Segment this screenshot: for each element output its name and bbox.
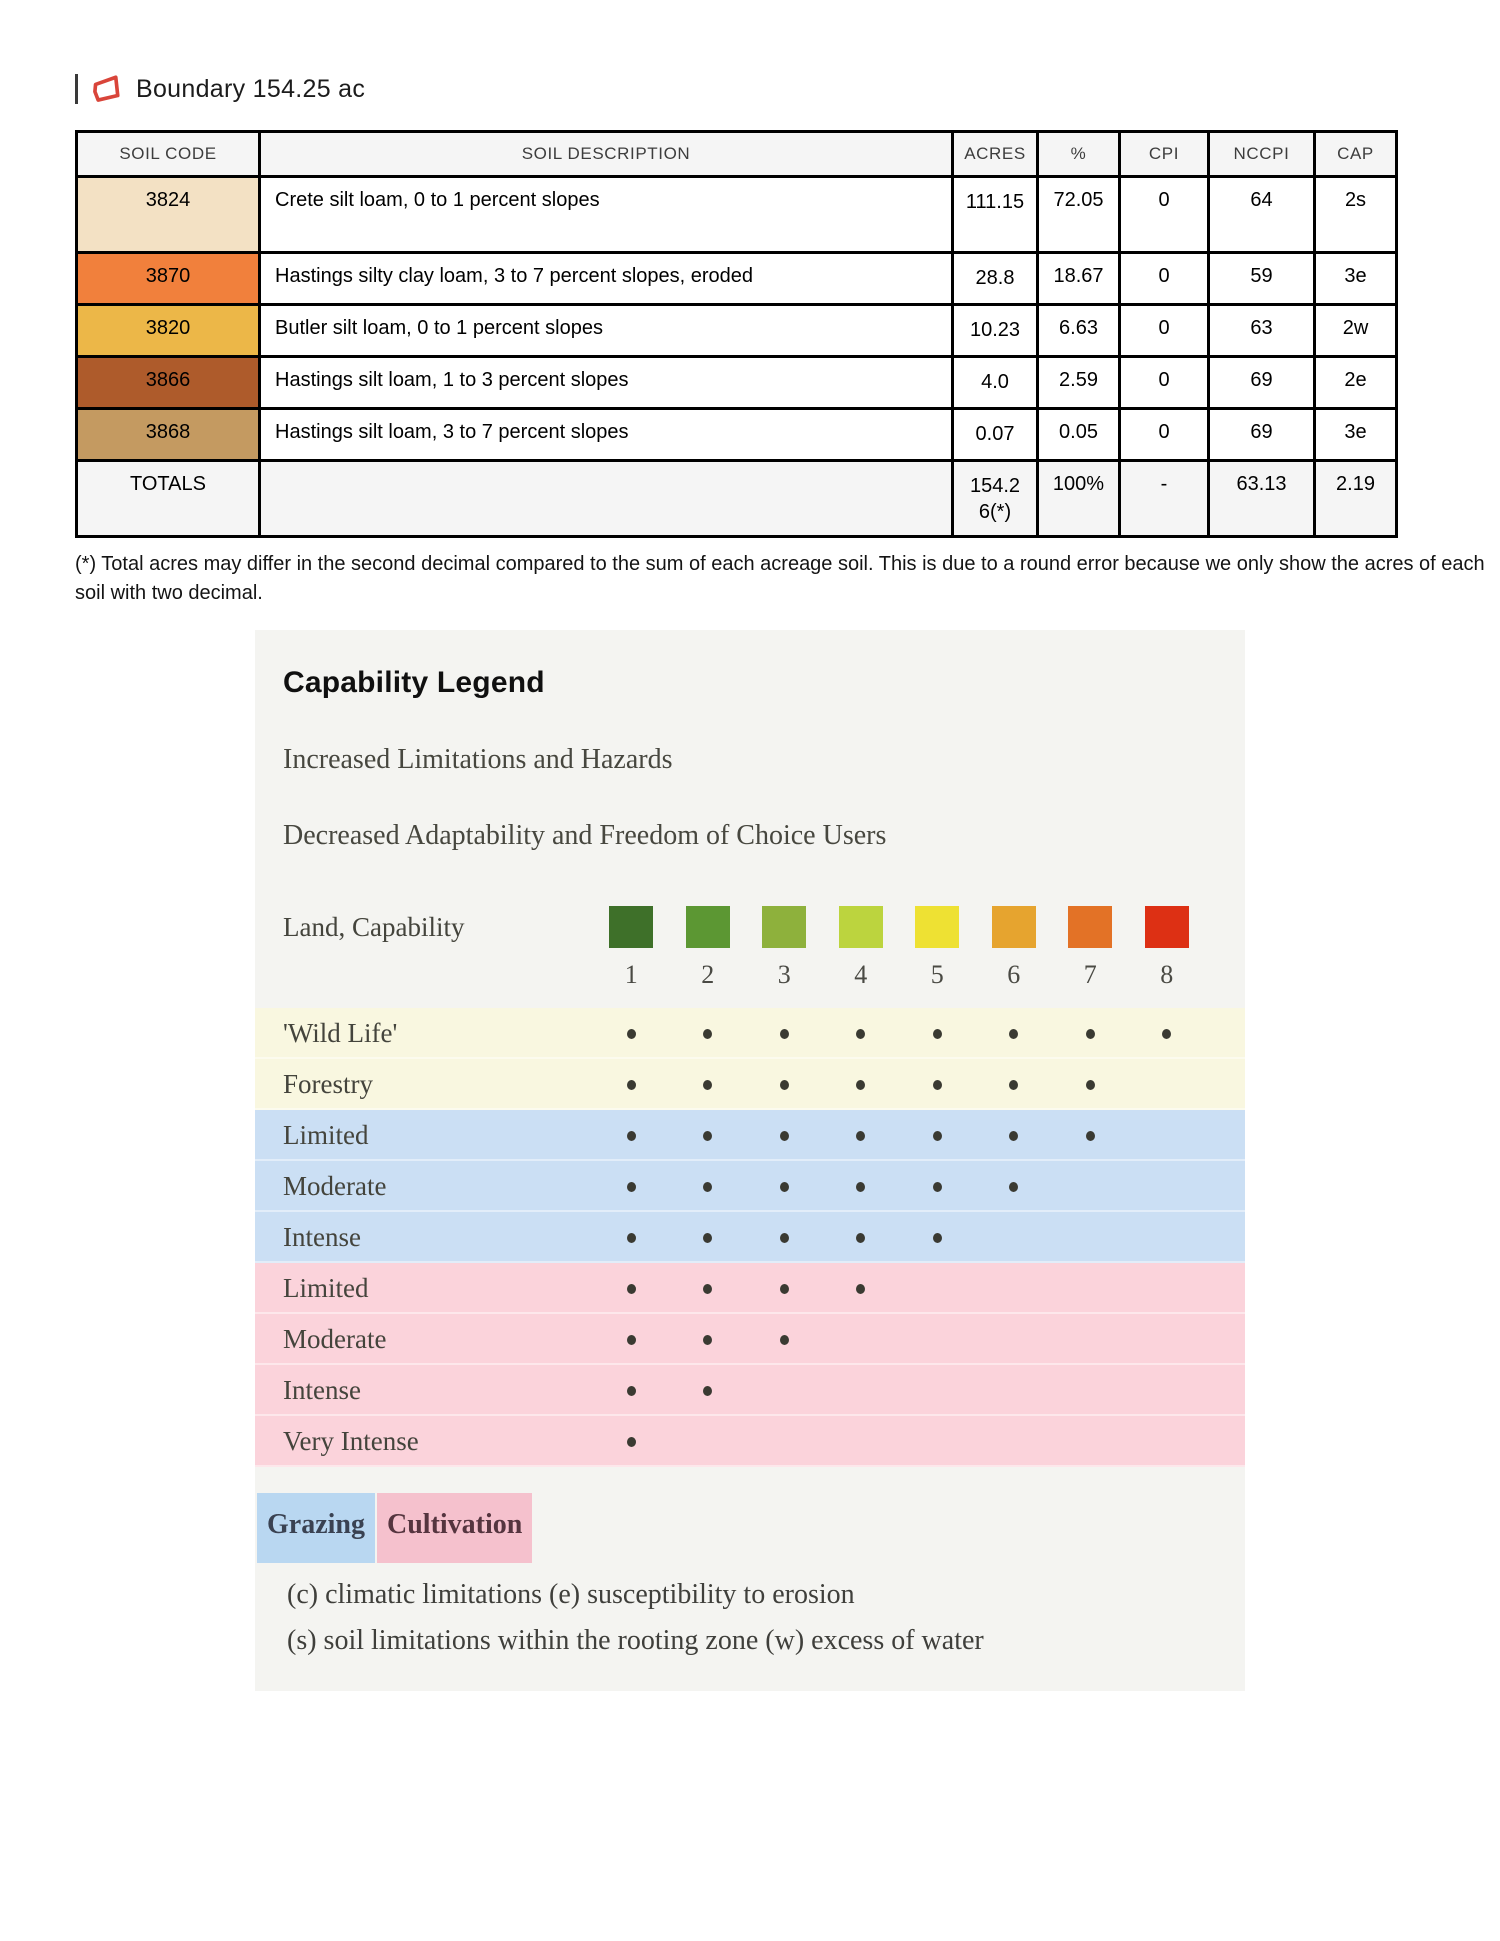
nccpi-cell: 59: [1209, 253, 1315, 305]
capability-row-dots: [593, 1335, 1205, 1345]
capability-row: [255, 1314, 1245, 1365]
soil-description-cell: Hastings silty clay loam, 3 to 7 percent slopes, eroded: [260, 253, 953, 305]
capability-cell: [899, 1182, 976, 1192]
capability-legend-panel: [255, 630, 1245, 1691]
capability-class-number: 1: [624, 960, 638, 989]
capability-dot: [1009, 1182, 1018, 1192]
boundary-polygon-icon: [90, 74, 122, 104]
capability-matrix: [255, 1008, 1245, 1467]
cap-cell: 2e: [1315, 357, 1397, 409]
capability-dot: [703, 1182, 712, 1192]
acres-cell: [953, 357, 1038, 409]
capability-dot: [1086, 1080, 1095, 1090]
capability-row-dots: [593, 1284, 1205, 1294]
nccpi-cell: 63: [1209, 305, 1315, 357]
table-row: [77, 305, 1397, 357]
capability-row: [255, 1059, 1245, 1110]
cpi-cell: 0: [1120, 253, 1209, 305]
capability-class-swatch-4: [839, 906, 883, 948]
capability-dot: [933, 1131, 942, 1141]
capability-dot: [856, 1182, 865, 1192]
percent-cell: 18.67: [1038, 253, 1120, 305]
legend-note-soil-water: (s) soil limitations within the rooting zone (w) excess of water: [287, 1625, 984, 1657]
capability-class-numbers: [593, 958, 1205, 992]
col-header-soil-description: SOIL DESCRIPTION: [260, 132, 953, 177]
totals-label-cell: TOTALS: [77, 461, 260, 537]
capability-dot: [1162, 1029, 1171, 1039]
capability-class-column: [593, 906, 670, 948]
capability-cell: [746, 1335, 823, 1345]
capability-row-dots: [593, 1233, 1205, 1243]
capability-row: [255, 1416, 1245, 1467]
capability-dot: [1086, 1131, 1095, 1141]
totals-acres-cell: [953, 461, 1038, 537]
acres-value: 10.23: [969, 319, 1021, 341]
col-header-cap: CAP: [1315, 132, 1397, 177]
capability-cell: [746, 1131, 823, 1141]
capability-dot: [780, 1335, 789, 1345]
capability-dot: [780, 1029, 789, 1039]
capability-row-label: Intense: [283, 1222, 361, 1252]
cap-cell: 2w: [1315, 305, 1397, 357]
capability-row-label: Limited: [283, 1120, 369, 1150]
capability-cell: [593, 1335, 670, 1345]
page-title: Boundary 154.25 ac: [136, 74, 366, 103]
acres-value: 111.15: [965, 191, 1025, 213]
capability-dot: [933, 1029, 942, 1039]
capability-cell: [899, 1029, 976, 1039]
soil-description-cell: Crete silt loam, 0 to 1 percent slopes: [260, 177, 953, 253]
capability-class-swatch-2: [686, 906, 730, 948]
capability-dot: [1009, 1029, 1018, 1039]
capability-cell: [593, 1080, 670, 1090]
capability-cell: [593, 1233, 670, 1243]
acres-value: 0.07: [975, 423, 1015, 445]
capability-cell: [1052, 1080, 1129, 1090]
nccpi-cell: 69: [1209, 409, 1315, 461]
capability-dot: [703, 1335, 712, 1345]
capability-class-column: [1129, 906, 1206, 948]
capability-dot: [933, 1182, 942, 1192]
capability-dot: [703, 1284, 712, 1294]
percent-cell: 2.59: [1038, 357, 1120, 409]
capability-cell: [670, 1335, 747, 1345]
capability-dot: [933, 1233, 942, 1243]
legend-key-row: [257, 1493, 1245, 1563]
percent-cell: 6.63: [1038, 305, 1120, 357]
totals-cap-cell: 2.19: [1315, 461, 1397, 537]
col-header-cpi: CPI: [1120, 132, 1209, 177]
capability-row-dots: [593, 1080, 1205, 1090]
capability-row: [255, 1212, 1245, 1263]
totals-cpi-cell: -: [1120, 461, 1209, 537]
soil-code-cell: 3870: [77, 253, 260, 305]
cultivation-key-chip: Cultivation: [377, 1493, 532, 1563]
capability-cell: [976, 1029, 1053, 1039]
capability-class-number: 2: [701, 960, 715, 989]
capability-cell: [823, 1284, 900, 1294]
cpi-cell: 0: [1120, 409, 1209, 461]
capability-class-column: [976, 906, 1053, 948]
capability-class-swatch-5: [915, 906, 959, 948]
capability-cell: [670, 1182, 747, 1192]
acres-cell: [953, 253, 1038, 305]
capability-cell: [1052, 1131, 1129, 1141]
capability-cell: [593, 1386, 670, 1396]
capability-dot: [856, 1080, 865, 1090]
capability-dot: [627, 1131, 636, 1141]
totals-percent-cell: 100%: [1038, 461, 1120, 537]
capability-dot: [627, 1182, 636, 1192]
capability-cell: [823, 1029, 900, 1039]
capability-dot: [703, 1080, 712, 1090]
capability-dot: [627, 1284, 636, 1294]
capability-dot: [780, 1182, 789, 1192]
acres-value: 28.8: [975, 267, 1015, 289]
capability-dot: [703, 1029, 712, 1039]
capability-cell: [1052, 1029, 1129, 1039]
table-row: [77, 357, 1397, 409]
capability-class-swatch-8: [1145, 906, 1189, 948]
capability-dot: [856, 1131, 865, 1141]
capability-dot: [780, 1080, 789, 1090]
soil-code-cell: 3820: [77, 305, 260, 357]
capability-dot: [627, 1080, 636, 1090]
capability-dot: [627, 1437, 636, 1447]
document-header: [75, 70, 1500, 108]
capability-dot: [703, 1131, 712, 1141]
cpi-cell: 0: [1120, 305, 1209, 357]
cap-cell: 3e: [1315, 253, 1397, 305]
capability-row-dots: [593, 1182, 1205, 1192]
totals-acres-value: 154.26(*): [969, 475, 1021, 523]
capability-cell: [823, 1131, 900, 1141]
grazing-key-chip: Grazing: [257, 1493, 375, 1563]
capability-row-label: Forestry: [283, 1069, 373, 1099]
capability-class-numbers-row: [255, 958, 1245, 992]
capability-cell: [746, 1182, 823, 1192]
capability-class-column: [899, 906, 976, 948]
capability-row: [255, 1008, 1245, 1059]
capability-class-column: [670, 906, 747, 948]
capability-dot: [627, 1233, 636, 1243]
capability-class-column: [746, 906, 823, 948]
percent-cell: 0.05: [1038, 409, 1120, 461]
land-capability-scale-row: [255, 906, 1245, 948]
capability-class-number: 8: [1160, 960, 1174, 989]
capability-cell: [746, 1080, 823, 1090]
capability-row: [255, 1263, 1245, 1314]
percent-cell: 72.05: [1038, 177, 1120, 253]
legend-subtitle-limitations: Increased Limitations and Hazards: [283, 744, 673, 775]
capability-cell: [746, 1284, 823, 1294]
capability-dot: [780, 1284, 789, 1294]
table-row: [77, 177, 1397, 253]
capability-class-swatches: [593, 906, 1205, 948]
capability-row: [255, 1110, 1245, 1161]
soil-code-cell: 3866: [77, 357, 260, 409]
capability-dot: [627, 1386, 636, 1396]
capability-row-label: Limited: [283, 1273, 369, 1303]
capability-row-label: Intense: [283, 1375, 361, 1405]
capability-cell: [593, 1437, 670, 1447]
cap-cell: 3e: [1315, 409, 1397, 461]
capability-row: [255, 1161, 1245, 1212]
capability-cell: [670, 1284, 747, 1294]
acres-cell: [953, 305, 1038, 357]
soil-code-cell: 3868: [77, 409, 260, 461]
capability-row-label: Moderate: [283, 1171, 387, 1201]
capability-cell: [670, 1029, 747, 1039]
capability-cell: [823, 1182, 900, 1192]
capability-cell: [670, 1386, 747, 1396]
capability-dot: [1009, 1131, 1018, 1141]
capability-class-number: 4: [854, 960, 868, 989]
capability-class-swatch-1: [609, 906, 653, 948]
capability-row-dots: [593, 1029, 1205, 1039]
table-row: [77, 409, 1397, 461]
capability-dot: [780, 1233, 789, 1243]
legend-title: Capability Legend: [283, 666, 545, 699]
capability-cell: [976, 1131, 1053, 1141]
capability-dot: [856, 1284, 865, 1294]
capability-class-number: 6: [1007, 960, 1021, 989]
capability-class-number: 3: [777, 960, 791, 989]
capability-class-swatch-6: [992, 906, 1036, 948]
capability-cell: [593, 1182, 670, 1192]
capability-cell: [976, 1182, 1053, 1192]
capability-row-dots: [593, 1131, 1205, 1141]
capability-cell: [593, 1029, 670, 1039]
acres-cell: [953, 177, 1038, 253]
capability-cell: [899, 1233, 976, 1243]
capability-dot: [703, 1386, 712, 1396]
capability-dot: [933, 1080, 942, 1090]
table-header-row: [77, 132, 1397, 177]
capability-dot: [627, 1335, 636, 1345]
table-row: [77, 253, 1397, 305]
capability-dot: [627, 1029, 636, 1039]
capability-cell: [670, 1131, 747, 1141]
acres-value: 4.0: [981, 371, 1009, 393]
capability-cell: [670, 1080, 747, 1090]
capability-class-swatch-3: [762, 906, 806, 948]
acres-cell: [953, 409, 1038, 461]
capability-cell: [899, 1080, 976, 1090]
col-header-percent: %: [1038, 132, 1120, 177]
capability-class-number: 7: [1083, 960, 1097, 989]
capability-class-column: [823, 906, 900, 948]
capability-row-label: Moderate: [283, 1324, 387, 1354]
capability-row-label: 'Wild Life': [283, 1018, 398, 1048]
totals-row: [77, 461, 1397, 537]
capability-cell: [746, 1233, 823, 1243]
capability-dot: [856, 1029, 865, 1039]
capability-dot: [856, 1233, 865, 1243]
cap-cell: 2s: [1315, 177, 1397, 253]
scale-label: Land, Capability: [283, 911, 465, 942]
soil-table: [75, 130, 1398, 538]
capability-cell: [593, 1131, 670, 1141]
legend-note-climatic-erosion: (c) climatic limitations (e) susceptibility to erosion: [287, 1579, 855, 1610]
header-divider: [75, 74, 78, 104]
capability-row-dots: [593, 1386, 1205, 1396]
capability-class-swatch-7: [1068, 906, 1112, 948]
capability-dot: [1086, 1029, 1095, 1039]
capability-cell: [823, 1233, 900, 1243]
col-header-nccpi: NCCPI: [1209, 132, 1315, 177]
capability-cell: [823, 1080, 900, 1090]
cpi-cell: 0: [1120, 177, 1209, 253]
capability-dot: [1009, 1080, 1018, 1090]
cpi-cell: 0: [1120, 357, 1209, 409]
table-footnote: (*) Total acres may differ in the second decimal compared to the sum of each acreage soil. This is due to a round error because we only show the acres of each soil with two decimal.: [75, 553, 1485, 604]
capability-cell: [593, 1284, 670, 1294]
soil-description-cell: Butler silt loam, 0 to 1 percent slopes: [260, 305, 953, 357]
capability-cell: [1129, 1029, 1206, 1039]
capability-cell: [670, 1233, 747, 1243]
capability-class-number: 5: [930, 960, 944, 989]
capability-class-column: [1052, 906, 1129, 948]
nccpi-cell: 69: [1209, 357, 1315, 409]
legend-subtitle-adaptability: Decreased Adaptability and Freedom of Choice Users: [283, 820, 887, 851]
soil-description-cell: Hastings silt loam, 1 to 3 percent slopes: [260, 357, 953, 409]
capability-dot: [703, 1233, 712, 1243]
capability-row-dots: [593, 1437, 1205, 1447]
capability-row: [255, 1365, 1245, 1416]
capability-cell: [899, 1131, 976, 1141]
col-header-acres: ACRES: [953, 132, 1038, 177]
nccpi-cell: 64: [1209, 177, 1315, 253]
totals-description-cell: [260, 461, 953, 537]
soil-code-cell: 3824: [77, 177, 260, 253]
totals-nccpi-cell: 63.13: [1209, 461, 1315, 537]
col-header-soil-code: SOIL CODE: [77, 132, 260, 177]
capability-cell: [746, 1029, 823, 1039]
soil-description-cell: Hastings silt loam, 3 to 7 percent slopes: [260, 409, 953, 461]
capability-row-label: Very Intense: [283, 1426, 419, 1456]
capability-cell: [976, 1080, 1053, 1090]
capability-dot: [780, 1131, 789, 1141]
